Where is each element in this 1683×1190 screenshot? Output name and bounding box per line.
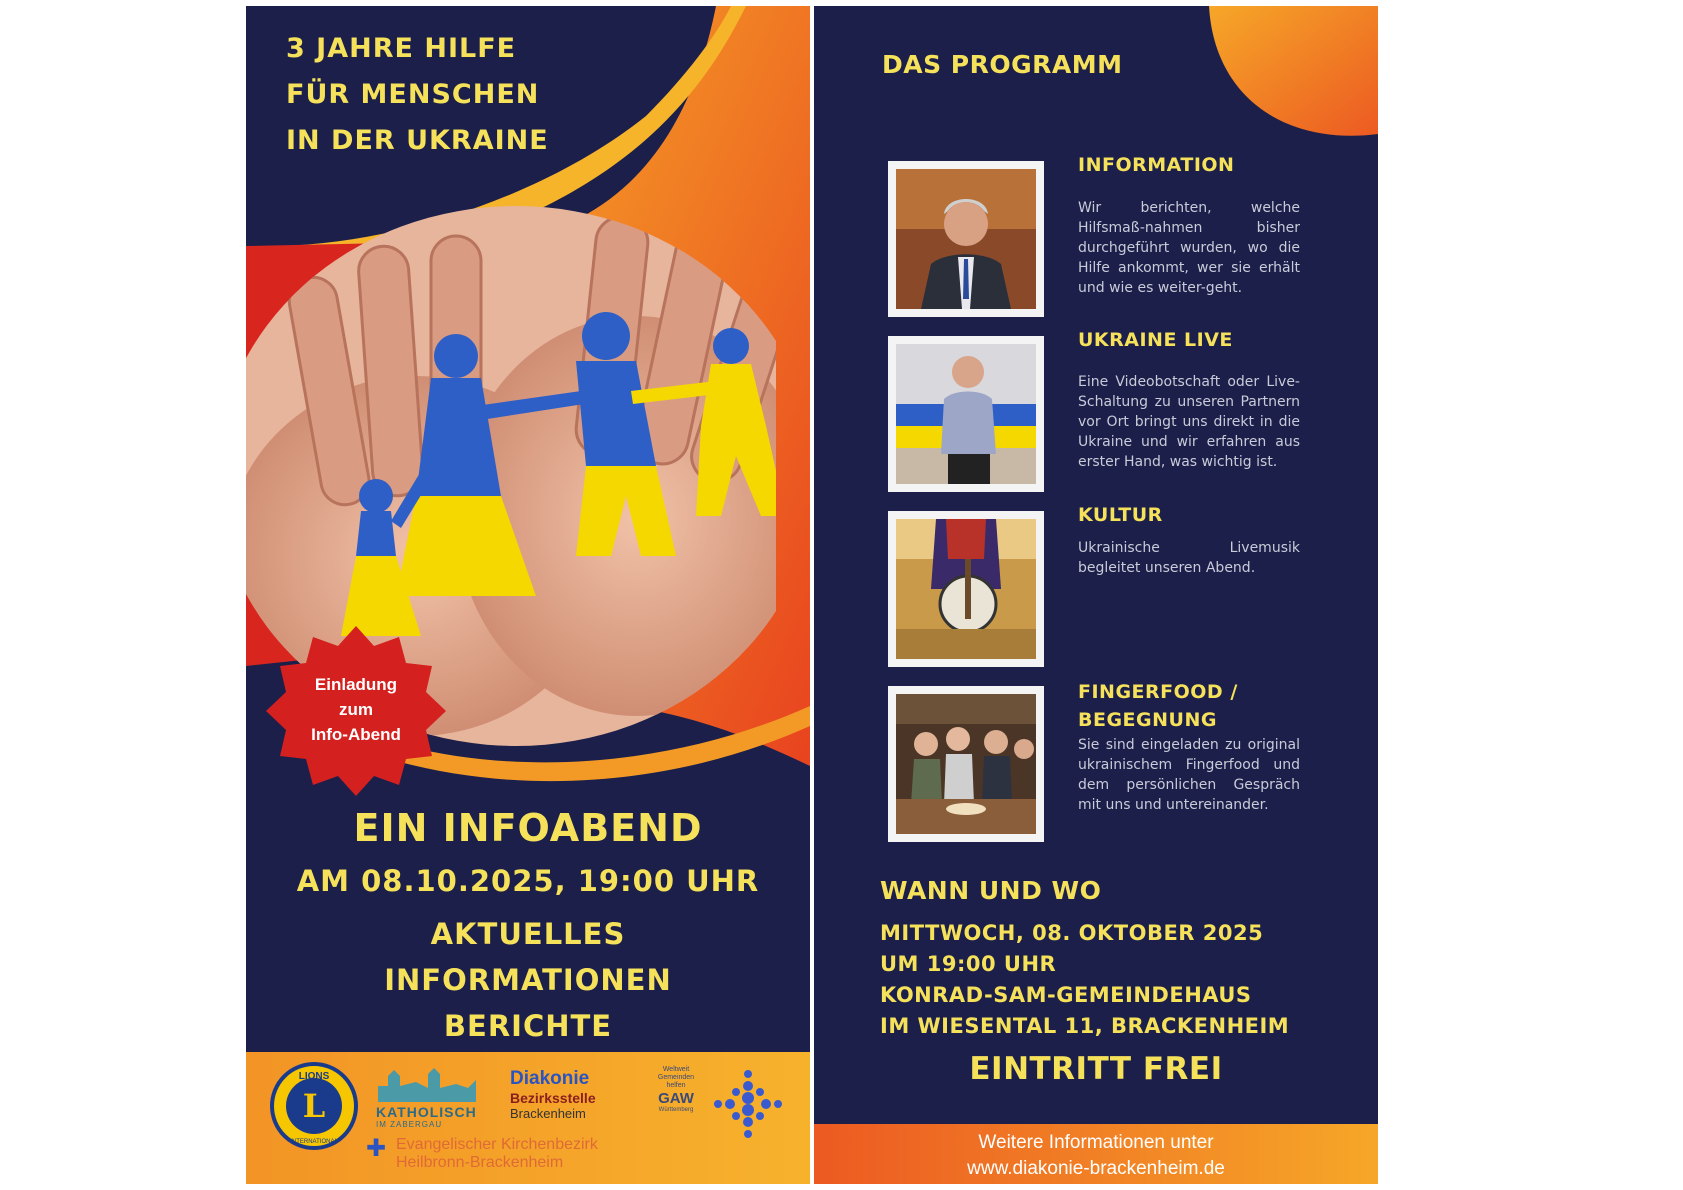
gaw-small-1: Weltweit bbox=[662, 1066, 690, 1073]
footer-info bbox=[814, 1130, 1378, 1182]
program-item-4-title-line-2: BEGEGNUNG bbox=[1078, 709, 1217, 731]
badge-line-2: zum bbox=[339, 700, 373, 719]
program-item-4-title bbox=[1078, 678, 1238, 734]
badge-line-1: Einladung bbox=[314, 675, 398, 694]
left-flyer-panel bbox=[246, 6, 810, 1184]
gaw-text: GAW bbox=[658, 1090, 694, 1107]
headline bbox=[286, 26, 549, 164]
diakonie-bezirksstelle: Bezirksstelle bbox=[510, 1090, 596, 1106]
diakonie-text: Diakonie bbox=[510, 1068, 590, 1089]
when-where-line-2: UM 19:00 UHR bbox=[880, 952, 1057, 976]
admission-free: EINTRITT FREI bbox=[969, 1051, 1223, 1087]
event-date: AM 08.10.2025, 19:00 UHR bbox=[296, 864, 760, 898]
event-title: EIN INFOABEND bbox=[353, 806, 703, 850]
gaw-region: Württemberg bbox=[658, 1107, 694, 1113]
photo-fingerfood-meeting bbox=[888, 686, 1044, 842]
topic-2: INFORMATIONEN bbox=[384, 963, 672, 997]
lions-text: LIONS bbox=[298, 1071, 330, 1082]
when-where-line-1: MITTWOCH, 08. OKTOBER 2025 bbox=[880, 921, 1264, 945]
event-topics bbox=[246, 911, 810, 1049]
topic-1: AKTUELLES bbox=[430, 917, 626, 951]
katholisch-text: KATHOLISCH bbox=[376, 1104, 477, 1120]
gaw-logo bbox=[651, 1066, 701, 1113]
kirchenbezirk-line-2: Heilbronn-Brackenheim bbox=[396, 1154, 564, 1171]
kirchenbezirk-line-1: Evangelischer Kirchenbezirk bbox=[396, 1136, 598, 1153]
when-where-title: WANN UND WO bbox=[880, 876, 1102, 905]
invitation-badge bbox=[266, 621, 446, 801]
photo-culture-music bbox=[888, 511, 1044, 667]
program-item-3-text: Ukrainische Livemusik begleitet unseren Abend. bbox=[1078, 540, 1300, 576]
when-where-line-3: KONRAD-SAM-GEMEINDEHAUS bbox=[880, 983, 1252, 1007]
headline-line-2: FÜR MENSCHEN bbox=[286, 79, 540, 110]
footer-website-link[interactable]: www.diakonie-brackenheim.de bbox=[967, 1158, 1225, 1179]
katholisch-logo bbox=[376, 1068, 481, 1129]
program-item-1-title: INFORMATION bbox=[1078, 154, 1235, 176]
gaw-small-2: Gemeinden bbox=[657, 1074, 695, 1081]
church-skyline-icon bbox=[376, 1068, 481, 1104]
when-where-details bbox=[880, 918, 1289, 1042]
katholisch-subtext: IM ZABERGAU bbox=[376, 1120, 443, 1129]
headline-line-1: 3 JAHRE HILFE bbox=[286, 33, 517, 64]
lions-logo bbox=[266, 1061, 362, 1151]
diakonie-logo bbox=[510, 1068, 640, 1121]
headline-line-3: IN DER UKRAINE bbox=[286, 125, 549, 156]
right-flyer-panel bbox=[814, 6, 1378, 1184]
program-item-3-title: KULTUR bbox=[1078, 504, 1163, 526]
photo-speaker bbox=[888, 161, 1044, 317]
lions-subtext: INTERNATIONAL bbox=[290, 1139, 338, 1145]
program-item-2-title: UKRAINE LIVE bbox=[1078, 329, 1233, 351]
badge-line-3: Info-Abend bbox=[311, 725, 401, 744]
footer-line-1: Weitere Informationen unter bbox=[978, 1132, 1214, 1153]
program-item-4-title-line-1: FINGERFOOD / bbox=[1078, 681, 1238, 703]
cross-dot-pattern-icon bbox=[708, 1066, 788, 1146]
topic-3: BERICHTE bbox=[443, 1009, 613, 1043]
diakonie-brackenheim: Brackenheim bbox=[510, 1106, 586, 1121]
photo-ukraine-live bbox=[888, 336, 1044, 492]
program-section-title: DAS PROGRAMM bbox=[882, 50, 1123, 79]
kirchenbezirk-logo bbox=[366, 1135, 598, 1172]
kirchenbezirk-cross-icon: ✚ bbox=[366, 1135, 387, 1162]
svg-text:L: L bbox=[302, 1087, 326, 1125]
program-item-2-text: Eine Videobotschaft oder Live-Schaltung zu unseren Partnern vor Ort bringt uns direkt in die Ukraine und wir erfahren aus erster Hand, was wichtig ist. bbox=[1078, 374, 1300, 470]
gaw-small-3: helfen bbox=[666, 1082, 686, 1089]
program-item-1-text: Wir berichten, welche Hilfsmaß-nahmen bisher durchgeführt wurden, wo die Hilfe ankommt, wer sie erhält und wie es weiter-geht. bbox=[1078, 200, 1300, 296]
program-item-4-text: Sie sind eingeladen zu original ukrainischem Fingerfood und dem persönlichen Gespräch mit uns und untereinander. bbox=[1078, 737, 1300, 813]
when-where-line-4: IM WIESENTAL 11, BRACKENHEIM bbox=[880, 1014, 1290, 1038]
